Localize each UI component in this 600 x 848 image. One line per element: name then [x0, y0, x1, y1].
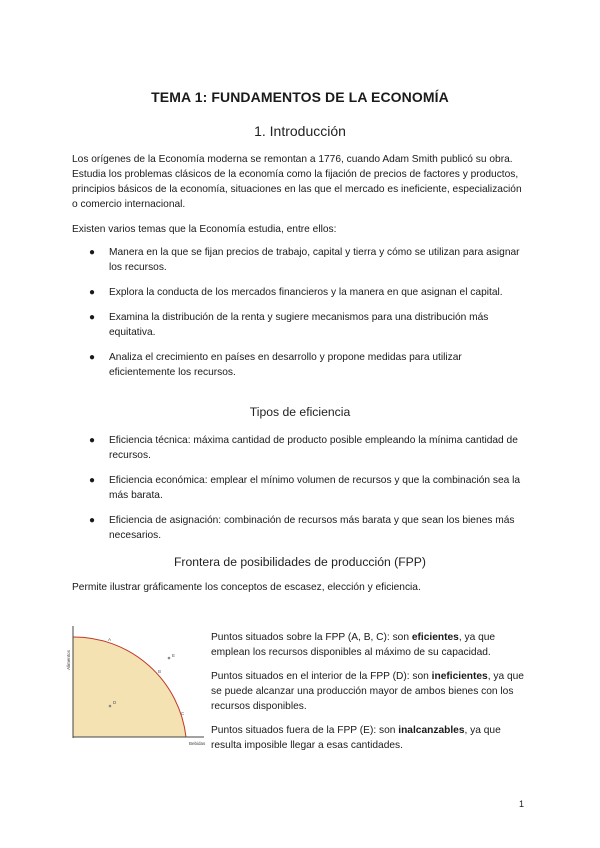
fpp-text-segment: , ya que resulta imposible llegar a esas cantidades.: [211, 725, 501, 751]
bullet-icon: ●: [89, 247, 96, 258]
list-item: [72, 350, 530, 380]
fpp-text-segment: Puntos situados fuera de la FPP (E): son: [211, 725, 399, 736]
topics-intro: Existen varios temas que la Economía estudia, entre ellos:: [72, 224, 337, 235]
point-d: [109, 705, 112, 708]
bullet-icon: ●: [89, 475, 96, 486]
list-item: [72, 433, 530, 463]
point-label-c: C: [181, 711, 185, 716]
list-item-text: Manera en la que se fijan precios de trabajo, capital y tierra y cómo se utilizan para asignar los recursos.: [109, 247, 520, 273]
list-item-text: Examina la distribución de la renta y sugiere mecanismos para una distribución más equitativa.: [109, 312, 489, 338]
bullet-icon: ●: [89, 515, 96, 526]
page-title: TEMA 1: FUNDAMENTOS DE LA ECONOMÍA: [151, 89, 449, 105]
list-item-text: Eficiencia técnica: máxima cantidad de producto posible empleando la mínima cantidad de recursos.: [109, 435, 518, 461]
fpp-bold-inefficient: ineficientes: [431, 671, 488, 682]
fpp-text-segment: Puntos situados sobre la FPP (A, B, C): son: [211, 632, 412, 643]
list-item: [72, 513, 530, 543]
y-axis-label: Alimentos: [66, 650, 71, 670]
bullet-icon: ●: [89, 352, 96, 363]
point-label-d: D: [113, 700, 117, 705]
list-item: [72, 473, 530, 503]
point-e: [168, 657, 171, 660]
fpp-text-segment: , ya que emplean los recursos disponibles al máximo de su capacidad.: [211, 632, 496, 658]
fpp-bold-unreachable: inalcanzables: [398, 725, 465, 736]
efficiency-list: [72, 433, 530, 553]
list-item: [72, 245, 530, 275]
list-item-text: Eficiencia de asignación: combinación de recursos más barata y que sean los bienes más necesarios.: [109, 515, 515, 541]
fpp-chart: [64, 620, 209, 752]
fpp-point-unreachable: [211, 723, 531, 753]
point-label-b: B: [158, 669, 162, 674]
fpp-explanation: [211, 630, 531, 762]
fpp-point-inefficient: [211, 669, 531, 714]
fpp-text-segment: Puntos situados en el interior de la FPP (D): son: [211, 671, 432, 682]
page-number: 1: [519, 799, 525, 809]
list-item: [72, 310, 530, 340]
section-heading-introduccion: 1. Introducción: [254, 123, 346, 139]
bullet-icon: ●: [89, 435, 96, 446]
list-item-text: Eficiencia económica: emplear el mínimo volumen de recursos y que la combinación sea la más barata.: [109, 475, 521, 501]
fpp-intro: Permite ilustrar gráficamente los conceptos de escasez, elección y eficiencia.: [72, 582, 421, 593]
list-item-text: Explora la conducta de los mercados financieros y la manera en que asignan el capital.: [109, 287, 503, 298]
point-label-a: A: [108, 637, 112, 642]
bullet-icon: ●: [89, 312, 96, 323]
section-heading-tipos-eficiencia: Tipos de eficiencia: [249, 405, 351, 419]
x-axis-label: Bebidas: [189, 741, 206, 746]
intro-paragraph: Los orígenes de la Economía moderna se remontan a 1776, cuando Adam Smith publicó su obra. Estudia los problemas clásicos de la economía como la fijación de precios de factores y productos, principios básicos de la economía, situaciones en las que el mercado es ineficiente, especialización o comercio internacional.: [72, 154, 522, 210]
topics-list: [72, 245, 530, 390]
fpp-point-efficient: [211, 630, 531, 660]
bullet-icon: ●: [89, 287, 96, 298]
fpp-text-segment: , ya que se puede alcanzar una producción mayor de ambos bienes con los recursos disponibles.: [211, 671, 524, 712]
list-item-text: Analiza el crecimiento en países en desarrollo y propone medidas para utilizar eficientemente los recursos.: [109, 352, 462, 378]
list-item: [72, 285, 530, 300]
section-heading-fpp: Frontera de posibilidades de producción (FPP): [173, 555, 426, 569]
fpp-bold-efficient: eficientes: [411, 632, 459, 643]
point-label-e: E: [172, 653, 176, 658]
